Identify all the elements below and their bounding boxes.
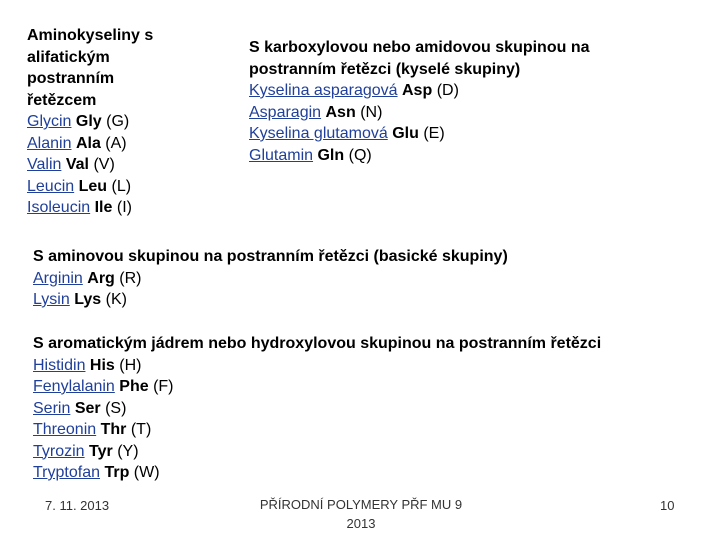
amino-acid-link[interactable]: Tyrozin — [33, 442, 85, 460]
amino-acid-item — [249, 145, 669, 167]
page-number: 10 — [660, 498, 675, 513]
amino-acid-code: (R) — [119, 269, 142, 287]
amino-acid-code: (L) — [111, 177, 132, 195]
amino-acid-item — [33, 355, 653, 377]
aliphatic-section — [27, 25, 187, 219]
amino-acid-code: (V) — [93, 156, 115, 173]
amino-acid-code: (S) — [105, 399, 127, 417]
amino-acid-abbr: Gln — [317, 146, 345, 164]
amino-acid-abbr: Asn — [325, 103, 356, 121]
amino-acid-item — [27, 197, 187, 219]
amino-acid-item — [249, 80, 669, 102]
amino-acid-item — [27, 111, 187, 133]
amino-acid-abbr: Tyr — [89, 442, 113, 460]
acidic-section — [249, 37, 669, 166]
amino-acid-abbr: Glu — [392, 125, 419, 142]
amino-acid-code: (I) — [116, 199, 132, 216]
amino-acid-code: (E) — [423, 125, 445, 142]
amino-acid-link[interactable]: Threonin — [33, 421, 97, 438]
amino-acid-item — [33, 398, 653, 420]
amino-acid-link[interactable]: Arginin — [33, 269, 83, 287]
amino-acid-link[interactable]: Lysin — [33, 291, 70, 308]
amino-acid-item — [33, 289, 673, 311]
amino-acid-code: (G) — [106, 113, 130, 130]
amino-acid-link[interactable]: Alanin — [27, 134, 72, 152]
amino-acid-abbr: Gly — [75, 113, 102, 130]
amino-acid-item — [249, 102, 669, 124]
aromatic-section — [33, 333, 653, 484]
amino-acid-abbr: Val — [65, 156, 89, 173]
amino-acid-item — [33, 376, 653, 398]
aliphatic-heading: Aminokyseliny s alifatickým postranním řetězcem — [27, 27, 154, 109]
amino-acid-item — [33, 462, 653, 484]
amino-acid-code: (D) — [436, 82, 459, 99]
amino-acid-code: (T) — [130, 421, 152, 438]
amino-acid-code: (K) — [105, 291, 127, 308]
amino-acid-item — [33, 441, 653, 463]
amino-acid-link[interactable]: Serin — [33, 399, 71, 417]
amino-acid-code: (Y) — [117, 442, 139, 460]
aromatic-heading: S aromatickým jádrem nebo hydroxylovou skupinou na postranním řetězci — [33, 335, 602, 352]
amino-acid-link[interactable]: Glycin — [27, 113, 72, 130]
amino-acid-item — [27, 154, 187, 176]
amino-acid-abbr: His — [89, 356, 115, 374]
amino-acid-link[interactable]: Histidin — [33, 356, 86, 374]
amino-acid-item — [27, 176, 187, 198]
amino-acid-link[interactable]: Asparagin — [249, 103, 322, 121]
amino-acid-abbr: Leu — [78, 177, 108, 195]
footer-date: 7. 11. 2013 — [45, 498, 110, 513]
amino-acid-abbr: Lys — [74, 291, 102, 308]
amino-acid-code: (Q) — [348, 146, 372, 164]
amino-acid-link[interactable]: Leucin — [27, 177, 75, 195]
amino-acid-abbr: Asp — [402, 82, 433, 99]
amino-acid-abbr: Trp — [104, 464, 130, 481]
amino-acid-link[interactable]: Kyselina asparagová — [249, 82, 398, 99]
amino-acid-abbr: Ser — [74, 399, 101, 417]
basic-heading: S aminovou skupinou na postranním řetězci (basické skupiny) — [33, 248, 508, 265]
amino-acid-abbr: Ile — [94, 199, 113, 216]
amino-acid-item — [27, 133, 187, 155]
amino-acid-item — [33, 268, 673, 290]
amino-acid-link[interactable]: Tryptofan — [33, 464, 100, 481]
footer-title: PŘÍRODNÍ POLYMERY PŘF MU 9 2013 — [259, 497, 463, 531]
amino-acid-link[interactable]: Fenylalanin — [33, 378, 115, 395]
amino-acid-code: (N) — [360, 103, 383, 121]
amino-acid-link[interactable]: Isoleucin — [27, 199, 91, 216]
amino-acid-abbr: Ala — [75, 134, 101, 152]
amino-acid-code: (H) — [119, 356, 142, 374]
amino-acid-abbr: Phe — [119, 378, 149, 395]
amino-acid-code: (F) — [153, 378, 174, 395]
amino-acid-item — [249, 123, 669, 145]
basic-section — [33, 246, 673, 311]
amino-acid-item — [33, 419, 653, 441]
acidic-heading: S karboxylovou nebo amidovou skupinou na postranním řetězci (kyselé skupiny) — [249, 39, 590, 78]
amino-acid-abbr: Arg — [87, 269, 115, 287]
amino-acid-link[interactable]: Kyselina glutamová — [249, 125, 388, 142]
amino-acid-link[interactable]: Valin — [27, 156, 62, 173]
amino-acid-link[interactable]: Glutamin — [249, 146, 314, 164]
amino-acid-code: (W) — [133, 464, 160, 481]
amino-acid-code: (A) — [105, 134, 127, 152]
amino-acid-abbr: Thr — [100, 421, 127, 438]
